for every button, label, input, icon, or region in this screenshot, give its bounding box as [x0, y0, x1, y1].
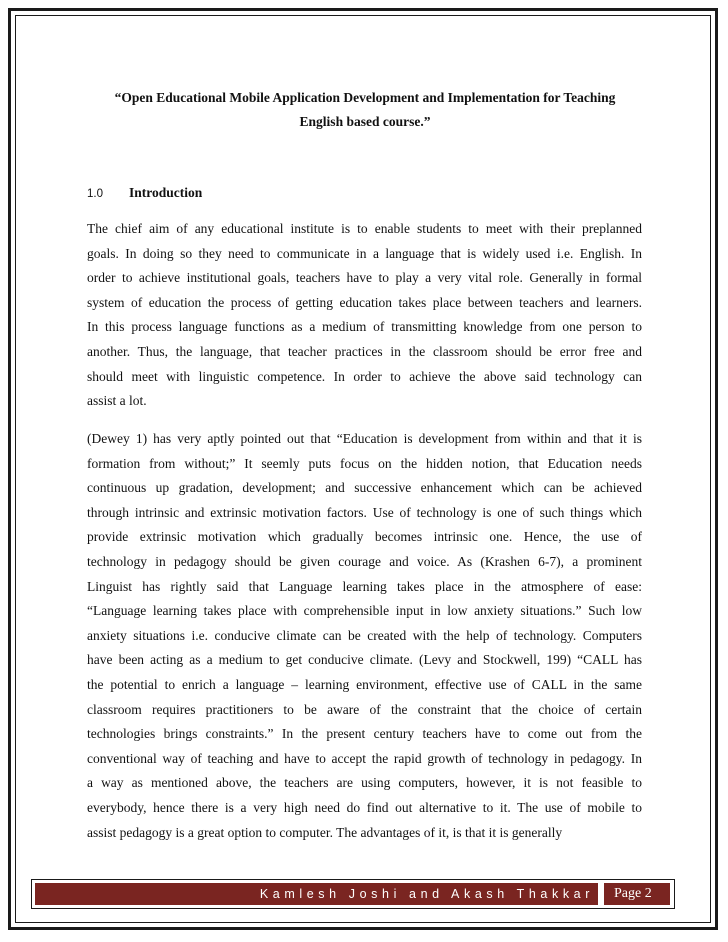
- paragraph-line: have been acting as a medium to get conducive climate. (Levy and Stockwell, 199) “CALL has: [87, 652, 642, 668]
- paragraph-line: classroom requires practitioners to be aware of the constraint that the choice of certain: [87, 701, 642, 717]
- section-number: 1.0: [87, 188, 103, 200]
- section-title: Introduction: [129, 185, 203, 200]
- paragraph-line: (Dewey 1) has very aptly pointed out that “Education is development from within and that it is: [87, 431, 642, 446]
- paragraph-line: through intrinsic and extrinsic motivation factors. Use of technology is one of such things which: [87, 504, 642, 520]
- paragraph-line: assist pedagogy is a great option to computer. The advantages of it, is that it is generally: [87, 824, 563, 840]
- paragraph-line: everybody, hence there is a very high need do find out alternative to it. The use of mobile to: [87, 799, 642, 815]
- paragraph-line: The chief aim of any educational institute is to enable students to meet with their preplanned: [87, 221, 642, 236]
- paragraph-line: anxiety situations i.e. conducive climate can be created with the help of technology. Computers: [87, 627, 642, 643]
- paragraph-line: Linguist has rightly said that Language learning takes place in the atmosphere of ease:: [87, 578, 642, 594]
- paragraph-line: the potential to enrich a language – learning environment, effective use of CALL in the same: [87, 676, 642, 692]
- title-line-1: “Open Educational Mobile Application Development and Implementation for Teaching: [114, 90, 616, 105]
- footer-authors: Kamlesh Joshi and Akash Thakkar: [35, 883, 598, 905]
- paragraph-line: continuous up gradation, development; and successive enhancement which can be achieved: [87, 480, 642, 496]
- paragraph-line: In this process language functions as a medium of transmitting knowledge from one person to: [87, 319, 642, 335]
- footer-page-number: Page 2: [604, 883, 670, 905]
- paragraph-line: technology in pedagogy should be given courage and voice. As (Krashen 6-7), a prominent: [87, 553, 642, 569]
- paragraph-line: formation from without;” It seemly puts focus on the hidden notion, that Education needs: [87, 455, 642, 471]
- paragraph-line: a way as mentioned above, the teachers are using computers, however, it is not feasible to: [87, 775, 642, 791]
- page-footer: [31, 879, 675, 909]
- paragraph-line: “Language learning takes place with comprehensible input in low anxiety situations.” Such low: [87, 603, 642, 619]
- paragraph-line: should meet with linguistic competence. In order to achieve the above said technology can: [87, 368, 642, 384]
- paragraph-line: order to achieve institutional goals, teachers have to play a very vital role. Generally in formal: [87, 270, 642, 286]
- paragraph-line: provide extrinsic motivation which gradually becomes intrinsic one. Hence, the use of: [87, 529, 642, 545]
- paragraph-line: technologies brings constraints.” In the present century teachers have to come out from the: [87, 726, 642, 742]
- paragraph-line: conventional way of teaching and have to accept the rapid growth of technology in pedagogy. In: [87, 750, 642, 766]
- title-line-2: English based course.”: [299, 114, 431, 129]
- section-heading: [87, 184, 202, 203]
- paragraph-line: assist a lot.: [87, 393, 147, 409]
- paragraph-line: another. Thus, the language, that teacher practices in the classroom should be error free and: [87, 343, 642, 359]
- paragraph-line: system of education the process of getting education takes place between teachers and learners.: [87, 294, 642, 310]
- paragraph-2: [87, 427, 642, 845]
- paragraph-line: goals. In doing so they need to communicate in a language that is widely used i.e. English. In: [87, 245, 642, 261]
- paragraph-1: [87, 217, 642, 414]
- document-title: [87, 86, 643, 134]
